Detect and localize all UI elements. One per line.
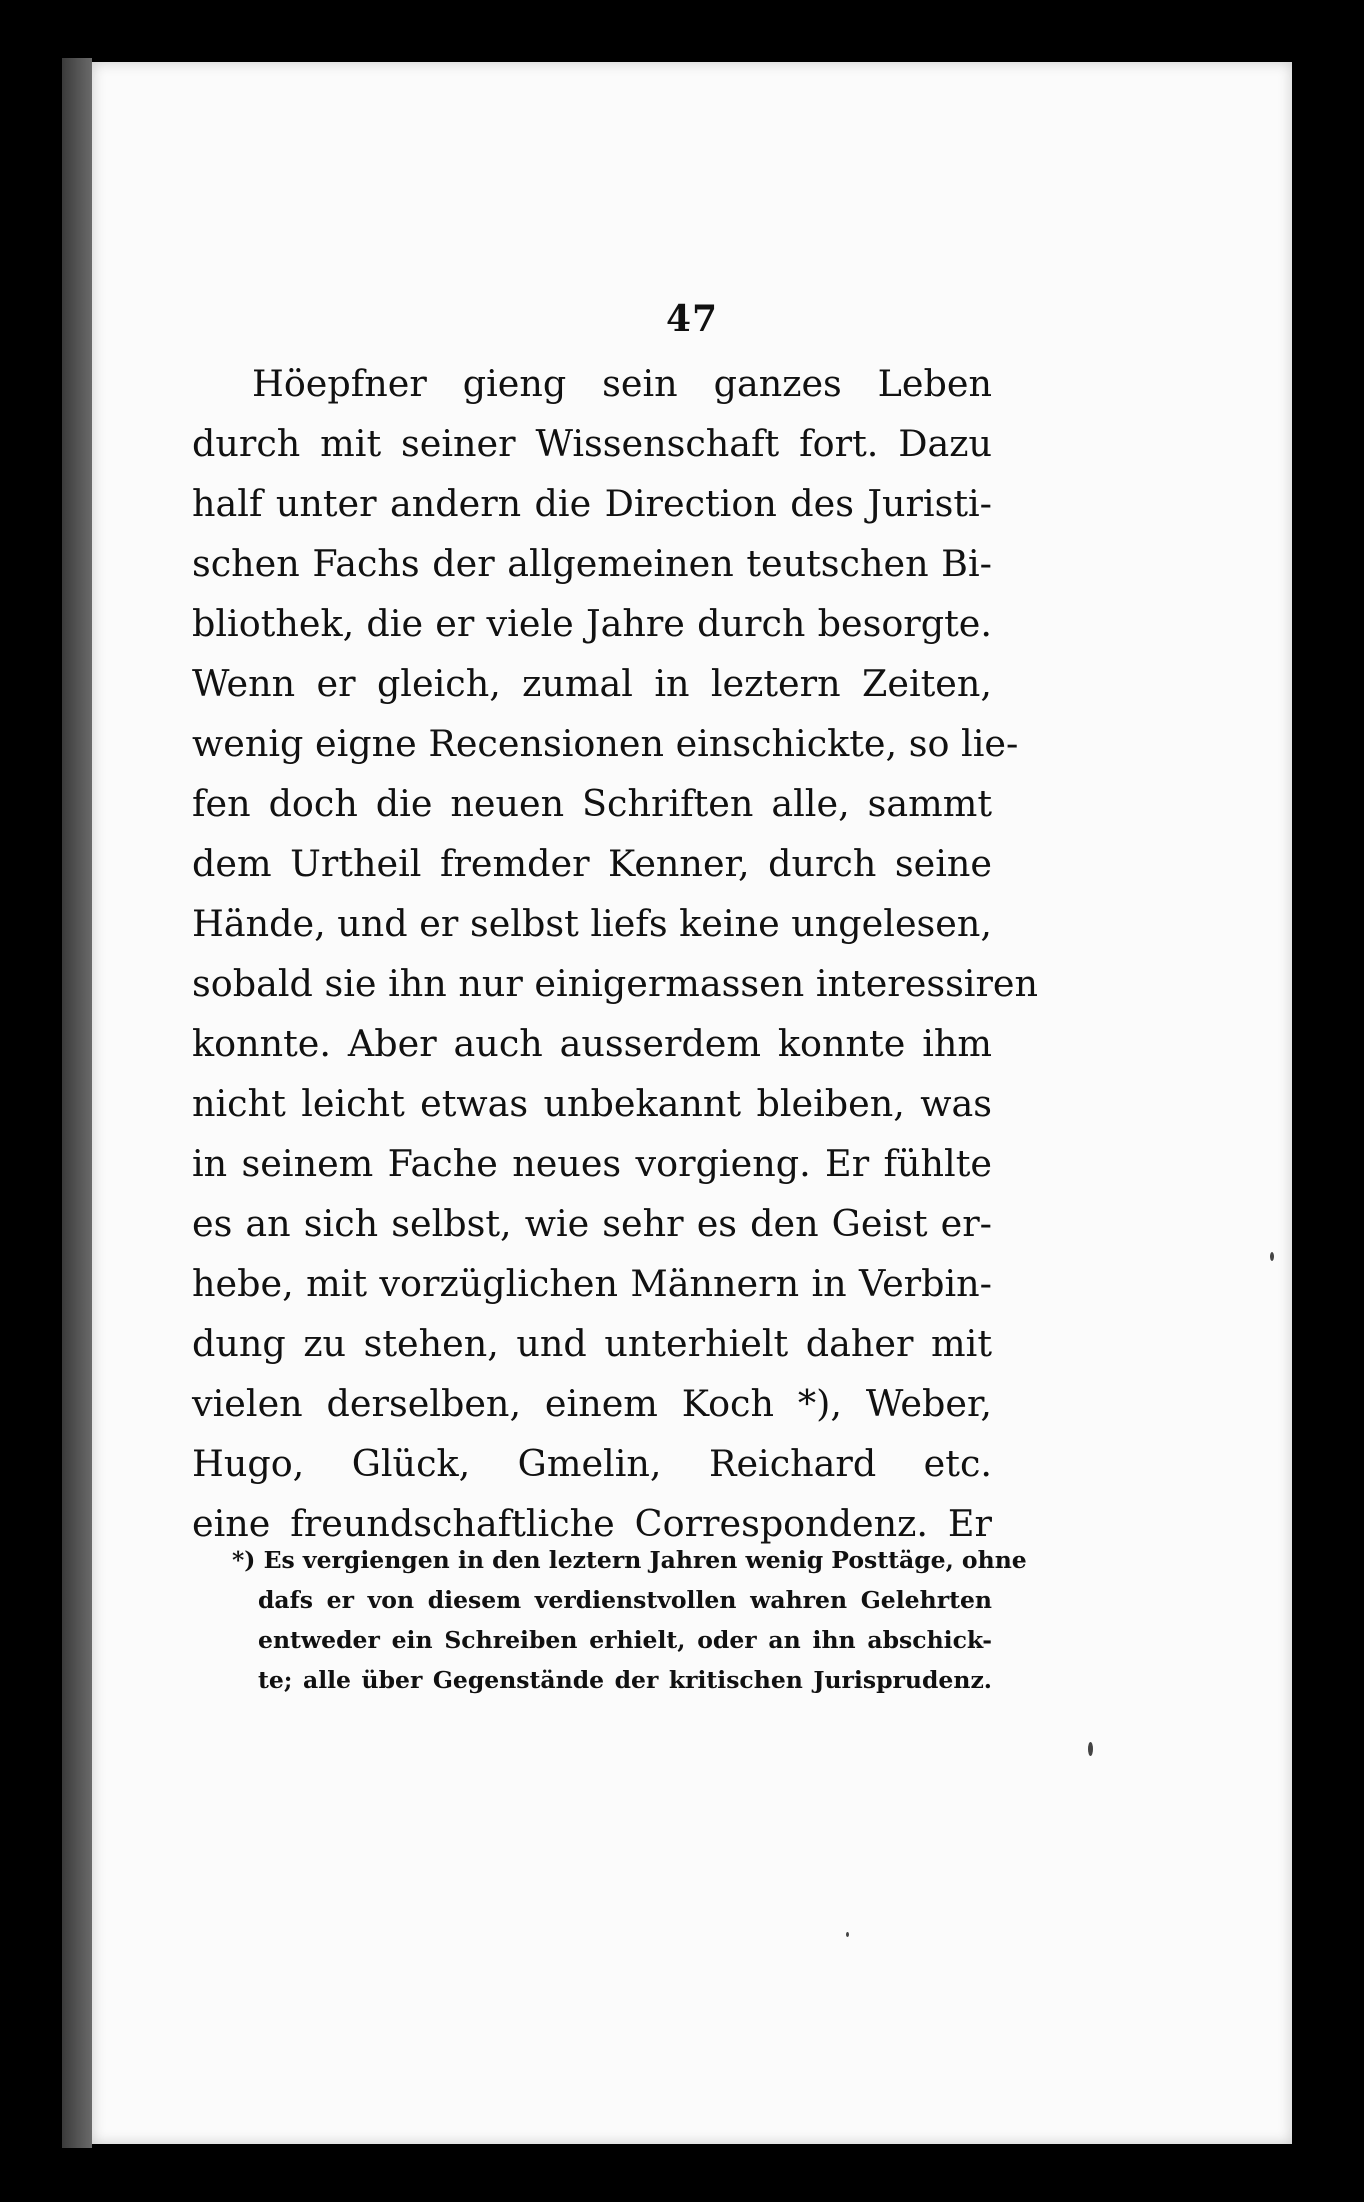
book-page — [92, 62, 1292, 2144]
text-line: hebe, mit vorzüglichen Männern in Verbin- — [192, 1262, 992, 1305]
text-line: nicht leicht etwas unbekannt bleiben, was — [192, 1082, 992, 1125]
footnote — [232, 1540, 1027, 1700]
footnote-line: dafs er von diesem verdienstvollen wahren Gelehrten — [258, 1586, 992, 1614]
text-line: sobald sie ihn nur einigermassen interessiren — [192, 962, 1039, 1005]
text-line: es an sich selbst, wie sehr es den Geist er- — [192, 1202, 992, 1245]
body-text — [192, 354, 1039, 1554]
footnote-line: entweder ein Schreiben erhielt, oder an ihn abschick- — [258, 1626, 992, 1654]
text-line: in seinem Fache neues vorgieng. Er fühlte — [192, 1142, 992, 1185]
page-number: 47 — [665, 298, 719, 340]
footnote-line: te; alle über Gegenstände der kritischen Jurisprudenz. — [258, 1666, 992, 1694]
text-line: dung zu stehen, und unterhielt daher mit — [192, 1322, 992, 1365]
text-line: konnte. Aber auch ausserdem konnte ihm — [192, 1022, 992, 1065]
text-line: half unter andern die Direction des Juristi- — [192, 482, 992, 525]
print-speck — [1088, 1742, 1093, 1756]
text-line: vielen derselben, einem Koch *), Weber, — [192, 1382, 992, 1425]
text-line: durch mit seiner Wissenschaft fort. Dazu — [192, 422, 992, 465]
text-line: fen doch die neuen Schriften alle, sammt — [192, 782, 992, 825]
text-line: eine freundschaftliche Correspondenz. Er — [192, 1502, 992, 1545]
text-line: bliothek, die er viele Jahre durch besorgte. — [192, 602, 992, 645]
print-speck — [1270, 1252, 1274, 1261]
text-line: Höepfner gieng sein ganzes Leben — [252, 362, 992, 405]
text-line: Hugo, Glück, Gmelin, Reichard etc. — [192, 1442, 992, 1485]
text-line: Hände, und er selbst liefs keine ungelesen, — [192, 902, 992, 945]
print-speck — [846, 1932, 849, 1937]
text-line: schen Fachs der allgemeinen teutschen Bi- — [192, 542, 992, 585]
text-line: dem Urtheil fremder Kenner, durch seine — [192, 842, 992, 885]
text-line: Wenn er gleich, zumal in leztern Zeiten, — [192, 662, 992, 705]
footnote-line: *) Es vergiengen in den leztern Jahren wenig Posttäge, ohne — [232, 1546, 1027, 1574]
text-line: wenig eigne Recensionen einschickte, so lie- — [192, 722, 1019, 765]
page-spine-edge — [62, 58, 92, 2148]
